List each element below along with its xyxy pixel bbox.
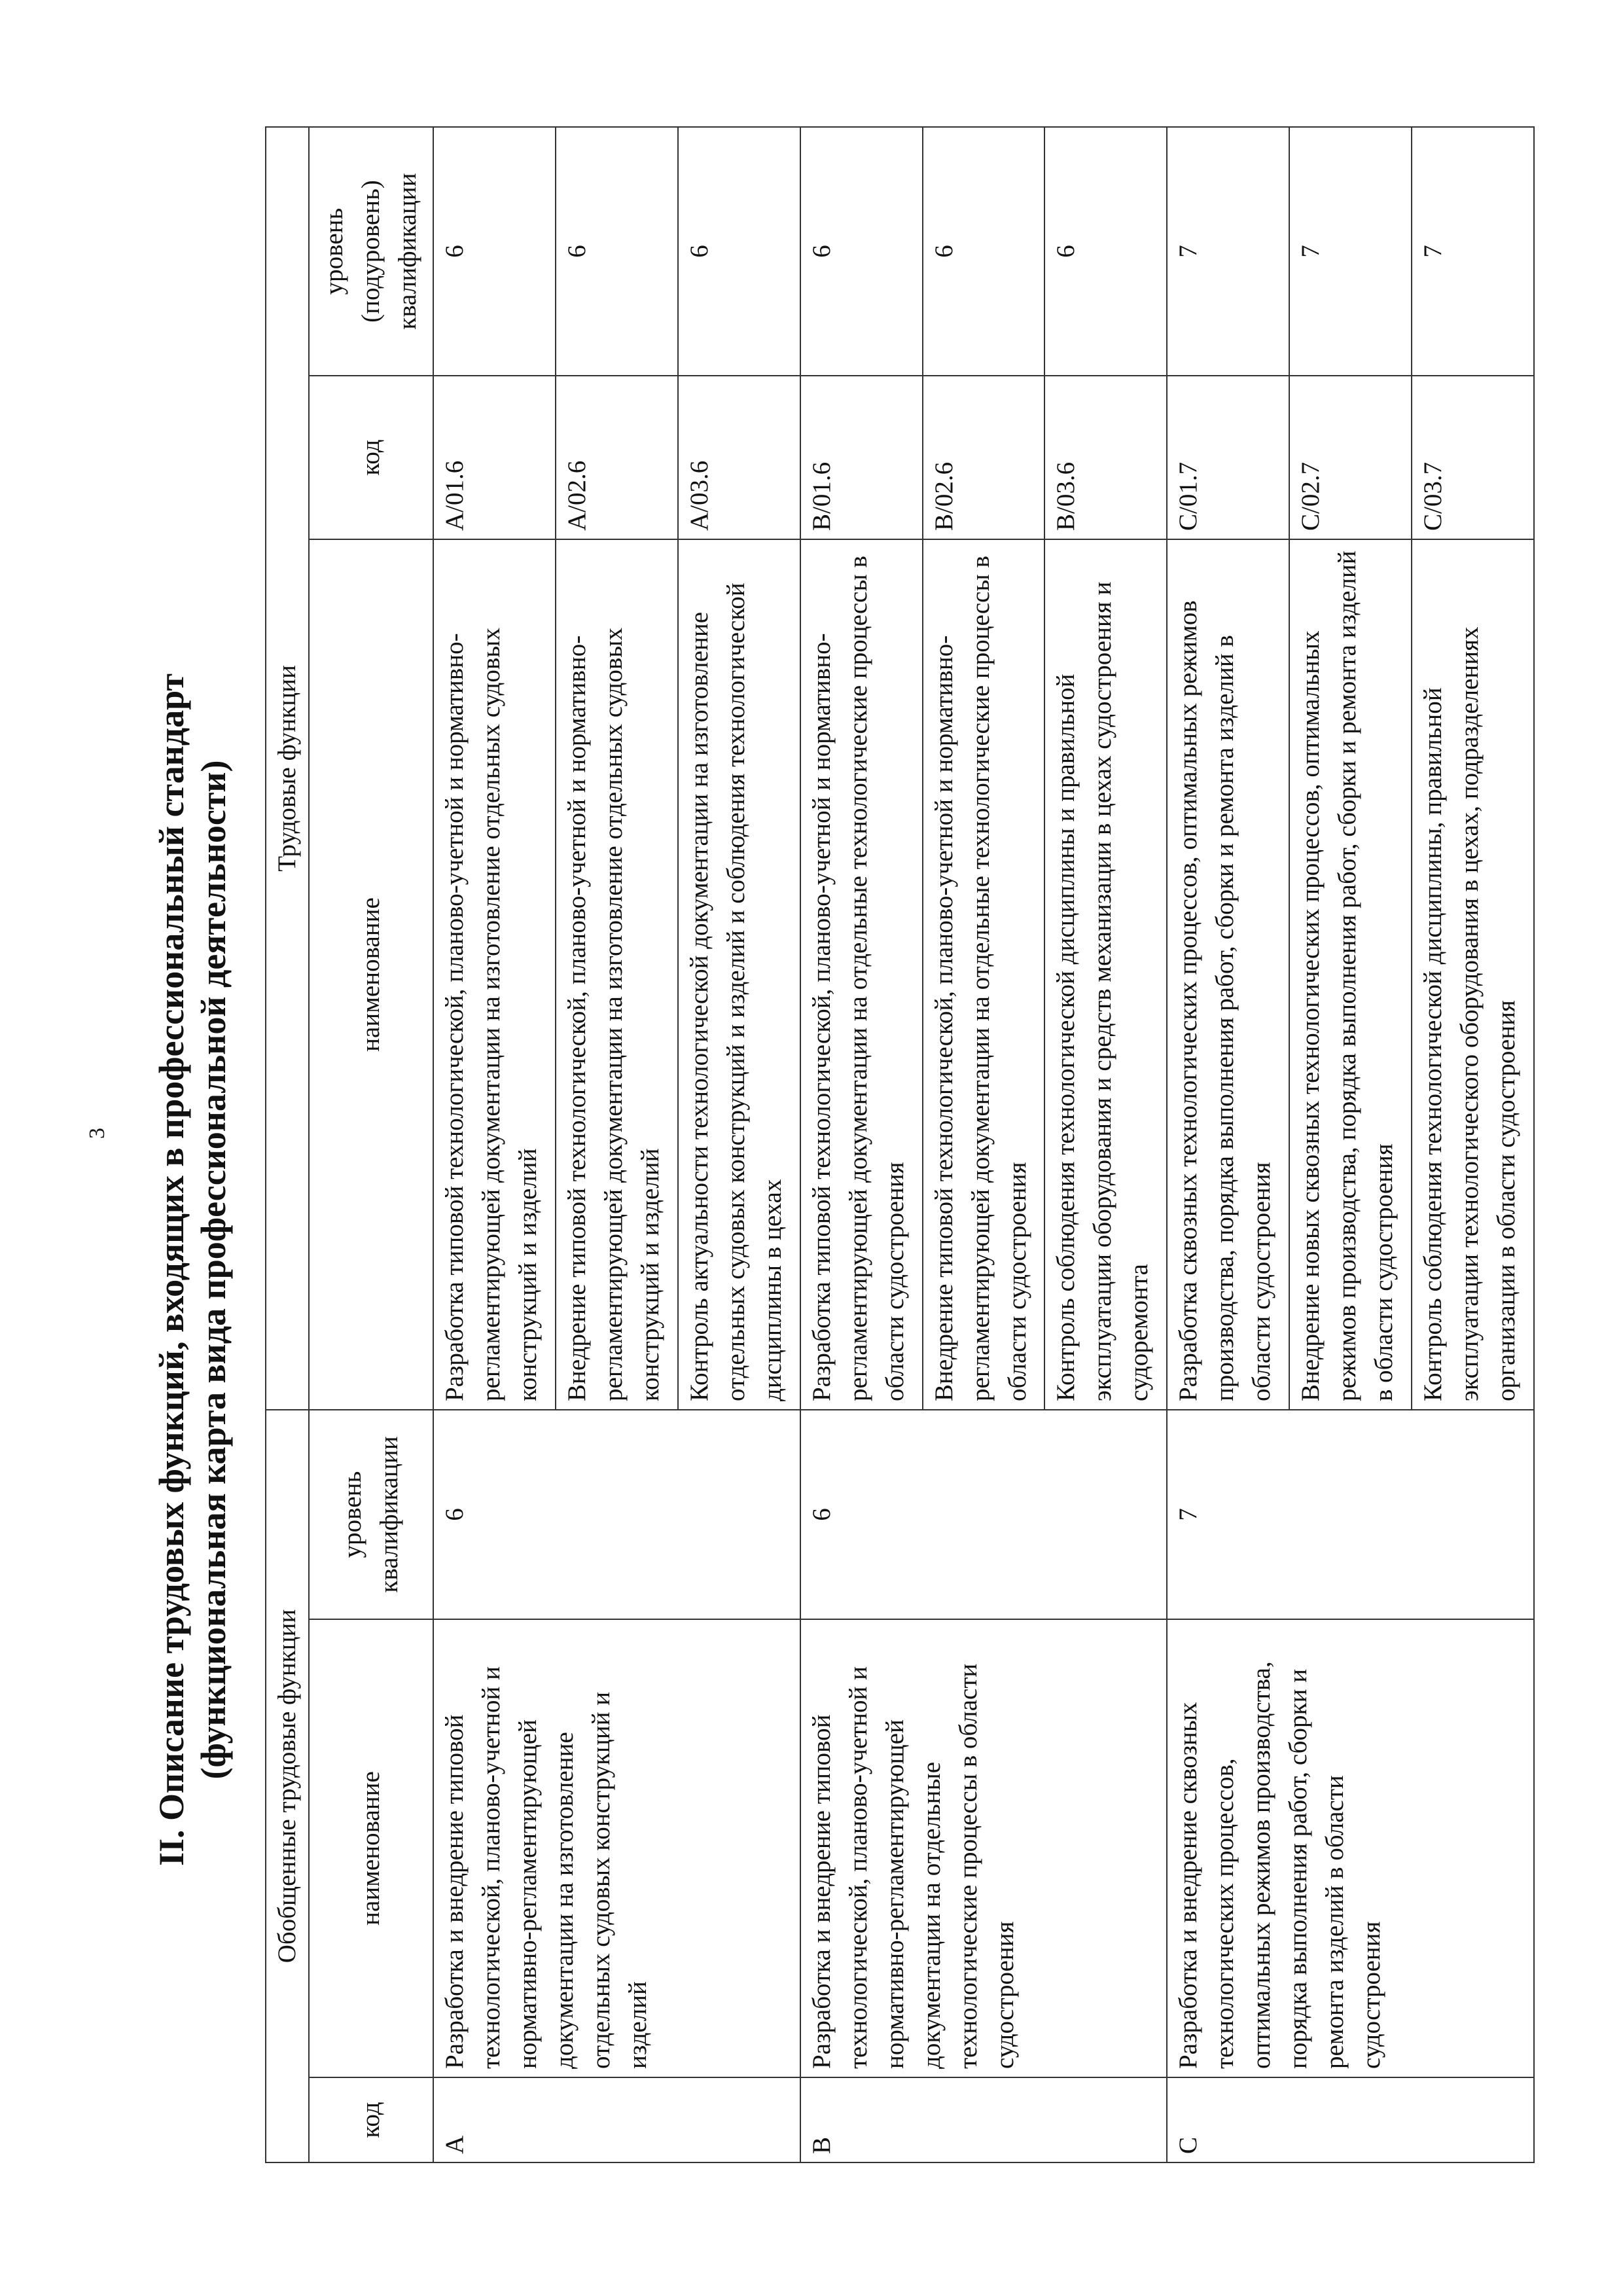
function-level: 7 xyxy=(1289,127,1412,376)
generalized-functions-header: Обобщенные трудовые функции xyxy=(266,1410,309,2162)
group-level: 6 xyxy=(800,1410,1168,1619)
function-name: Контроль актуальности технологической документации на изготовление отдельных судовых конструкций и изделий и соблюдения технологической дисциплины в цехах xyxy=(678,539,800,1410)
function-level: 6 xyxy=(1044,127,1167,376)
function-code: В/03.6 xyxy=(1044,376,1167,539)
title-line-1: II. Описание трудовых функций, входящих в профессиональный стандарт xyxy=(152,673,191,1866)
page-number: 3 xyxy=(85,1128,109,1139)
function-level: 6 xyxy=(923,127,1045,376)
group-level: 7 xyxy=(1167,1410,1534,1619)
col-function-code-header: код xyxy=(309,376,433,539)
function-level: 7 xyxy=(1167,127,1289,376)
function-code: С/02.7 xyxy=(1289,376,1412,539)
function-level: 7 xyxy=(1412,127,1534,376)
function-level: 6 xyxy=(556,127,678,376)
col-name-header: наименование xyxy=(309,1619,433,2077)
function-name: Разработка типовой технологической, планово-учетной и нормативно-регламентирующей документации на изготовление отдельных судовых конструкций и изделий xyxy=(433,539,556,1410)
function-code: В/02.6 xyxy=(923,376,1045,539)
table-row xyxy=(800,127,923,2162)
group-name: Разработка и внедрение типовой технологической, планово-учетной и нормативно-регламентирующей документации на изготовление отдельных судовых конструкций и изделий xyxy=(433,1619,800,2077)
function-level: 6 xyxy=(800,127,923,376)
group-name: Разработка и внедрение типовой технологической, планово-учетной и нормативно-регламентирующей документации на отдельные технологические процессы в области судостроения xyxy=(800,1619,1168,2077)
function-code: А/02.6 xyxy=(556,376,678,539)
function-level: 6 xyxy=(433,127,556,376)
function-name: Внедрение новых сквозных технологических процессов, оптимальных режимов производства, порядка выполнения работ, сборки и ремонта изделий в области судостроения xyxy=(1289,539,1412,1410)
function-name: Контроль соблюдения технологической дисциплины, правильной эксплуатации технологического оборудования в цехах, подразделениях организации в области судостроения xyxy=(1412,539,1534,1410)
functional-map-table xyxy=(265,126,1535,2163)
col-code-header: код xyxy=(309,2077,433,2162)
col-level-header: уровень квалификации xyxy=(309,1410,433,1619)
function-name: Разработка типовой технологической, планово-учетной и нормативно-регламентирующей документации на отдельные технологические процессы в области судостроения xyxy=(800,539,923,1410)
function-code: А/03.6 xyxy=(678,376,800,539)
table-row xyxy=(1167,127,1289,2162)
functional-map-table-container xyxy=(265,128,1535,2163)
function-name: Разработка сквозных технологических процессов, оптимальных режимов производства, порядка выполнения работ, сборки и ремонта изделий в области судостроения xyxy=(1167,539,1289,1410)
function-name: Контроль соблюдения технологической дисциплины и правильной эксплуатации оборудования и средств механизации в цехах судостроения и судоремонта xyxy=(1044,539,1167,1410)
col-function-name-header: наименование xyxy=(309,539,433,1410)
labor-functions-header: Трудовые функции xyxy=(266,127,309,1410)
function-name: Внедрение типовой технологической, планово-учетной и нормативно-регламентирующей документации на изготовление отдельных судовых конструкций и изделий xyxy=(556,539,678,1410)
group-name: Разработка и внедрение сквозных технологических процессов, оптимальных режимов производства, порядка выполнения работ, сборки и ремонта изделий в области судостроения xyxy=(1167,1619,1534,2077)
function-code: А/01.6 xyxy=(433,376,556,539)
table-row xyxy=(433,127,556,2162)
title-line-2: (функциональная карта вида профессиональной деятельности) xyxy=(194,760,233,1780)
col-sublevel-header: уровень (подуровень) квалификации xyxy=(309,127,433,376)
function-level: 6 xyxy=(678,127,800,376)
group-code: В xyxy=(800,2077,1168,2162)
function-name: Внедрение типовой технологической, планово-учетной и нормативно-регламентирующей документации на отдельные технологические процессы в области судостроения xyxy=(923,539,1045,1410)
page-title xyxy=(151,507,234,2032)
function-code: С/01.7 xyxy=(1167,376,1289,539)
group-code: С xyxy=(1167,2077,1534,2162)
group-level: 6 xyxy=(433,1410,800,1619)
function-code: В/01.6 xyxy=(800,376,923,539)
function-code: С/03.7 xyxy=(1412,376,1534,539)
group-code: А xyxy=(433,2077,800,2162)
